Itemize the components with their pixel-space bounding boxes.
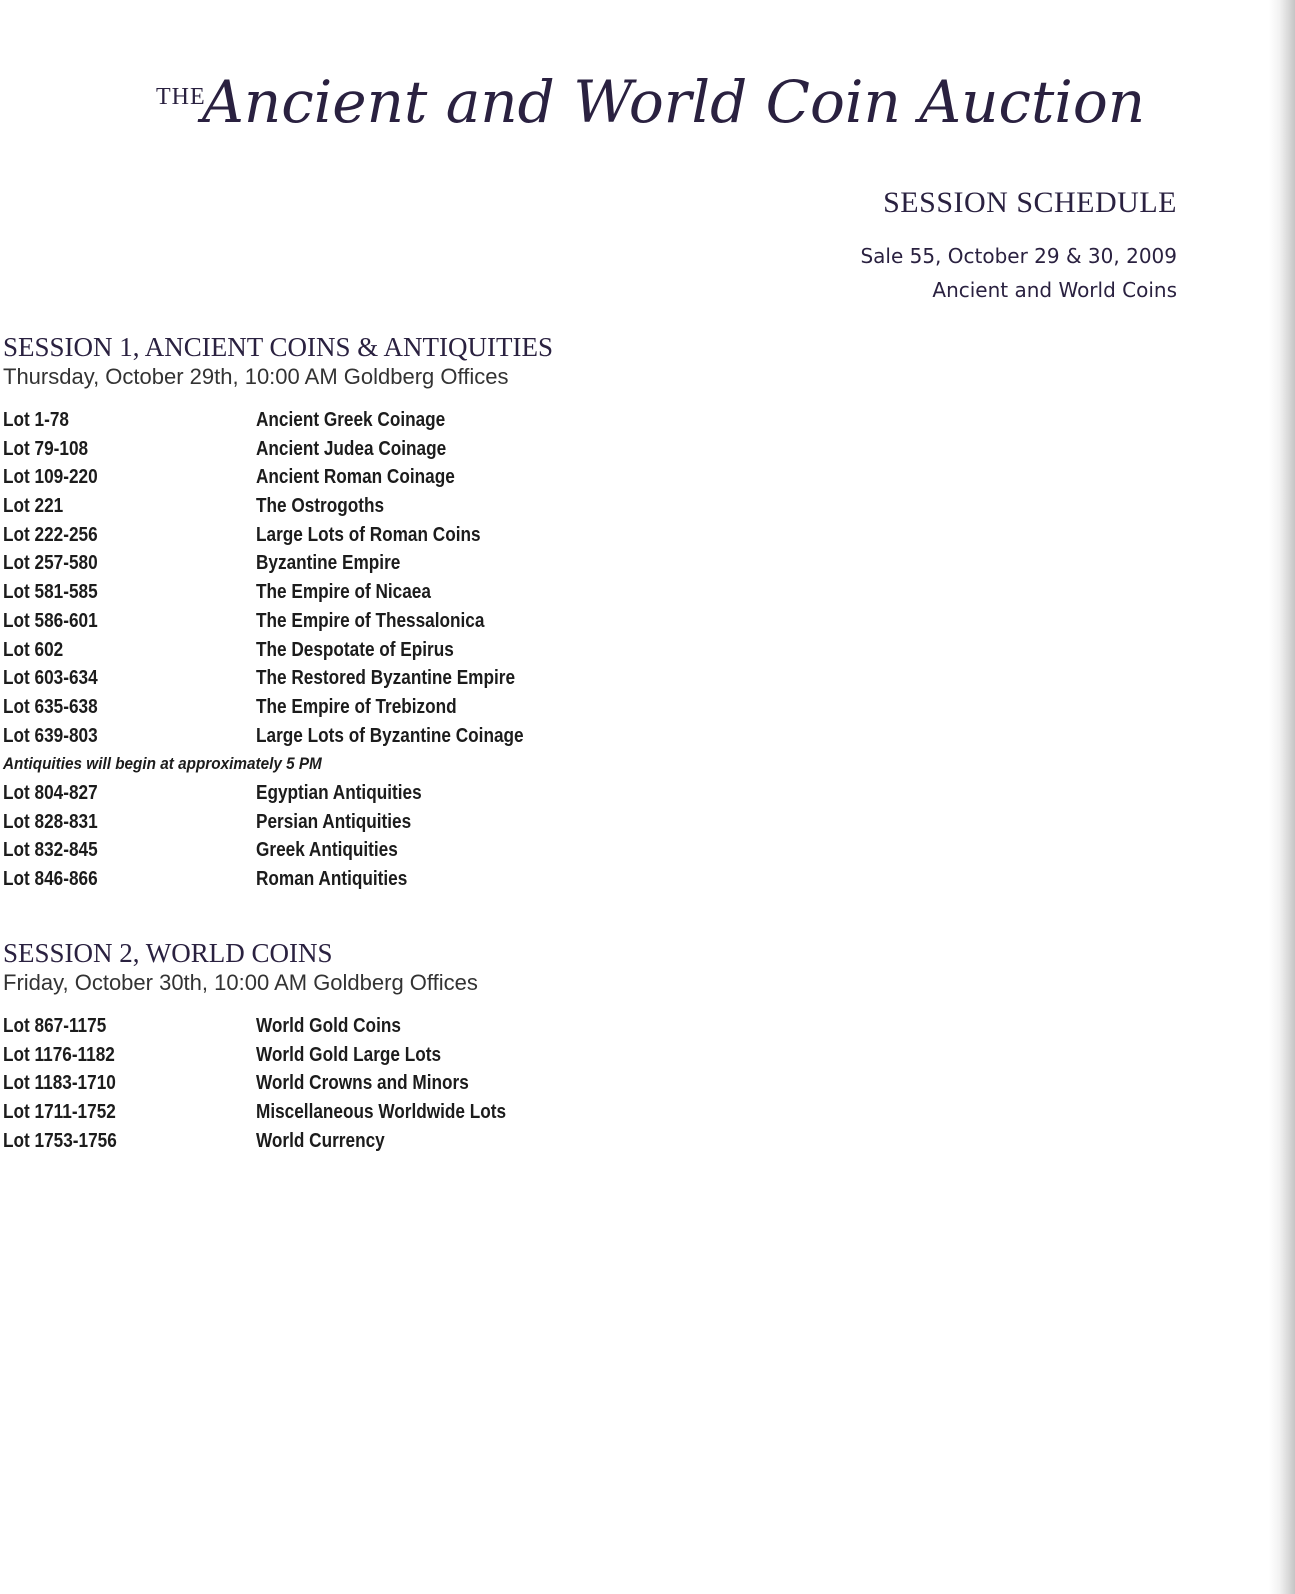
lot-range: Lot 603-634 [3, 667, 98, 690]
lot-range: Lot 581-585 [3, 581, 98, 604]
lot-description: Egyptian Antiquities [256, 781, 422, 804]
lot-range: Lot 109-220 [3, 466, 98, 489]
lot-description: The Restored Byzantine Empire [256, 667, 516, 690]
lot-row [3, 1098, 507, 1127]
session-1 [3, 332, 553, 894]
lot-description: Greek Antiquities [256, 839, 398, 862]
lot-description: Ancient Judea Coinage [256, 437, 447, 460]
lot-description: The Despotate of Epirus [256, 638, 454, 661]
lot-row [3, 1041, 478, 1070]
lot-range: Lot 828-831 [3, 810, 98, 833]
lot-range: Lot 79-108 [3, 437, 89, 460]
session-2 [3, 938, 507, 1155]
session-note [3, 750, 553, 779]
lot-description: Persian Antiquities [256, 810, 412, 833]
lot-description: World Gold Coins [256, 1015, 401, 1037]
lot-row [3, 1127, 478, 1156]
lot-description: World Currency [256, 1129, 385, 1152]
lot-row [3, 836, 553, 865]
lot-row [3, 779, 553, 808]
lot-list [3, 406, 553, 894]
lot-row [3, 578, 553, 607]
lot-row [3, 722, 553, 751]
lot-description: The Empire of Thessalonica [256, 609, 485, 632]
lot-range: Lot 804-827 [3, 781, 98, 804]
lot-description: The Empire of Trebizond [256, 695, 457, 718]
lot-range: Lot 221 [3, 495, 64, 518]
lot-row [3, 607, 553, 636]
auction-title [150, 62, 1210, 152]
lot-row [3, 1069, 478, 1098]
session-subtitle: Thursday, October 29th, 10:00 AM Goldberg Offices [3, 364, 509, 389]
page-edge-shadow [1269, 0, 1295, 1594]
note-text: Antiquities will begin at approximately 5 PM [3, 754, 322, 774]
lot-range: Lot 846-866 [3, 868, 98, 890]
lot-description: World Crowns and Minors [256, 1072, 469, 1095]
session-title: SESSION 2, WORLD COINS [3, 938, 333, 968]
lot-row [3, 865, 553, 894]
lot-row [3, 521, 553, 550]
lot-list [3, 1012, 507, 1155]
lot-row [3, 406, 553, 435]
lot-row [3, 693, 553, 722]
lot-range: Lot 639-803 [3, 724, 98, 747]
sale-subtitle: Ancient and World Coins [932, 278, 1177, 302]
lot-range: Lot 257-580 [3, 552, 98, 575]
lot-description: Large Lots of Roman Coins [256, 523, 481, 546]
lot-range: Lot 1183-1710 [3, 1072, 116, 1095]
lot-description: Ancient Greek Coinage [256, 409, 446, 431]
lot-description: Roman Antiquities [256, 868, 408, 890]
lot-range: Lot 867-1175 [3, 1015, 107, 1037]
lot-range: Lot 586-601 [3, 609, 98, 632]
lot-range: Lot 1176-1182 [3, 1043, 115, 1066]
lot-row [3, 664, 553, 693]
lot-row [3, 435, 553, 464]
title-main: Ancient and World Coin Auction [202, 68, 1146, 136]
lot-description: World Gold Large Lots [256, 1043, 442, 1066]
lot-row [3, 808, 553, 837]
lot-description: The Empire of Nicaea [256, 581, 431, 604]
session-title: SESSION 1, ANCIENT COINS & ANTIQUITIES [3, 332, 554, 362]
lot-description: Large Lots of Byzantine Coinage [256, 724, 524, 747]
lot-description: Byzantine Empire [256, 552, 401, 575]
title-prefix: THE [156, 84, 206, 110]
lot-row [3, 1012, 478, 1041]
lot-range: Lot 635-638 [3, 695, 98, 718]
session-subtitle: Friday, October 30th, 10:00 AM Goldberg Offices [3, 970, 478, 995]
lot-row [3, 492, 553, 521]
sale-date-line: Sale 55, October 29 & 30, 2009 [860, 244, 1177, 268]
lot-row [3, 636, 553, 665]
lot-range: Lot 1753-1756 [3, 1129, 117, 1152]
lot-range: Lot 602 [3, 638, 64, 661]
lot-row [3, 549, 553, 578]
lot-range: Lot 222-256 [3, 523, 98, 546]
lot-description: The Ostrogoths [256, 495, 385, 518]
lot-description: Ancient Roman Coinage [256, 466, 455, 489]
lot-range: Lot 1-78 [3, 409, 69, 431]
lot-description: Miscellaneous Worldwide Lots [256, 1101, 507, 1124]
session-schedule-heading: SESSION SCHEDULE [883, 186, 1177, 219]
lot-range: Lot 1711-1752 [3, 1101, 116, 1124]
lot-row [3, 463, 553, 492]
lot-range: Lot 832-845 [3, 839, 98, 862]
